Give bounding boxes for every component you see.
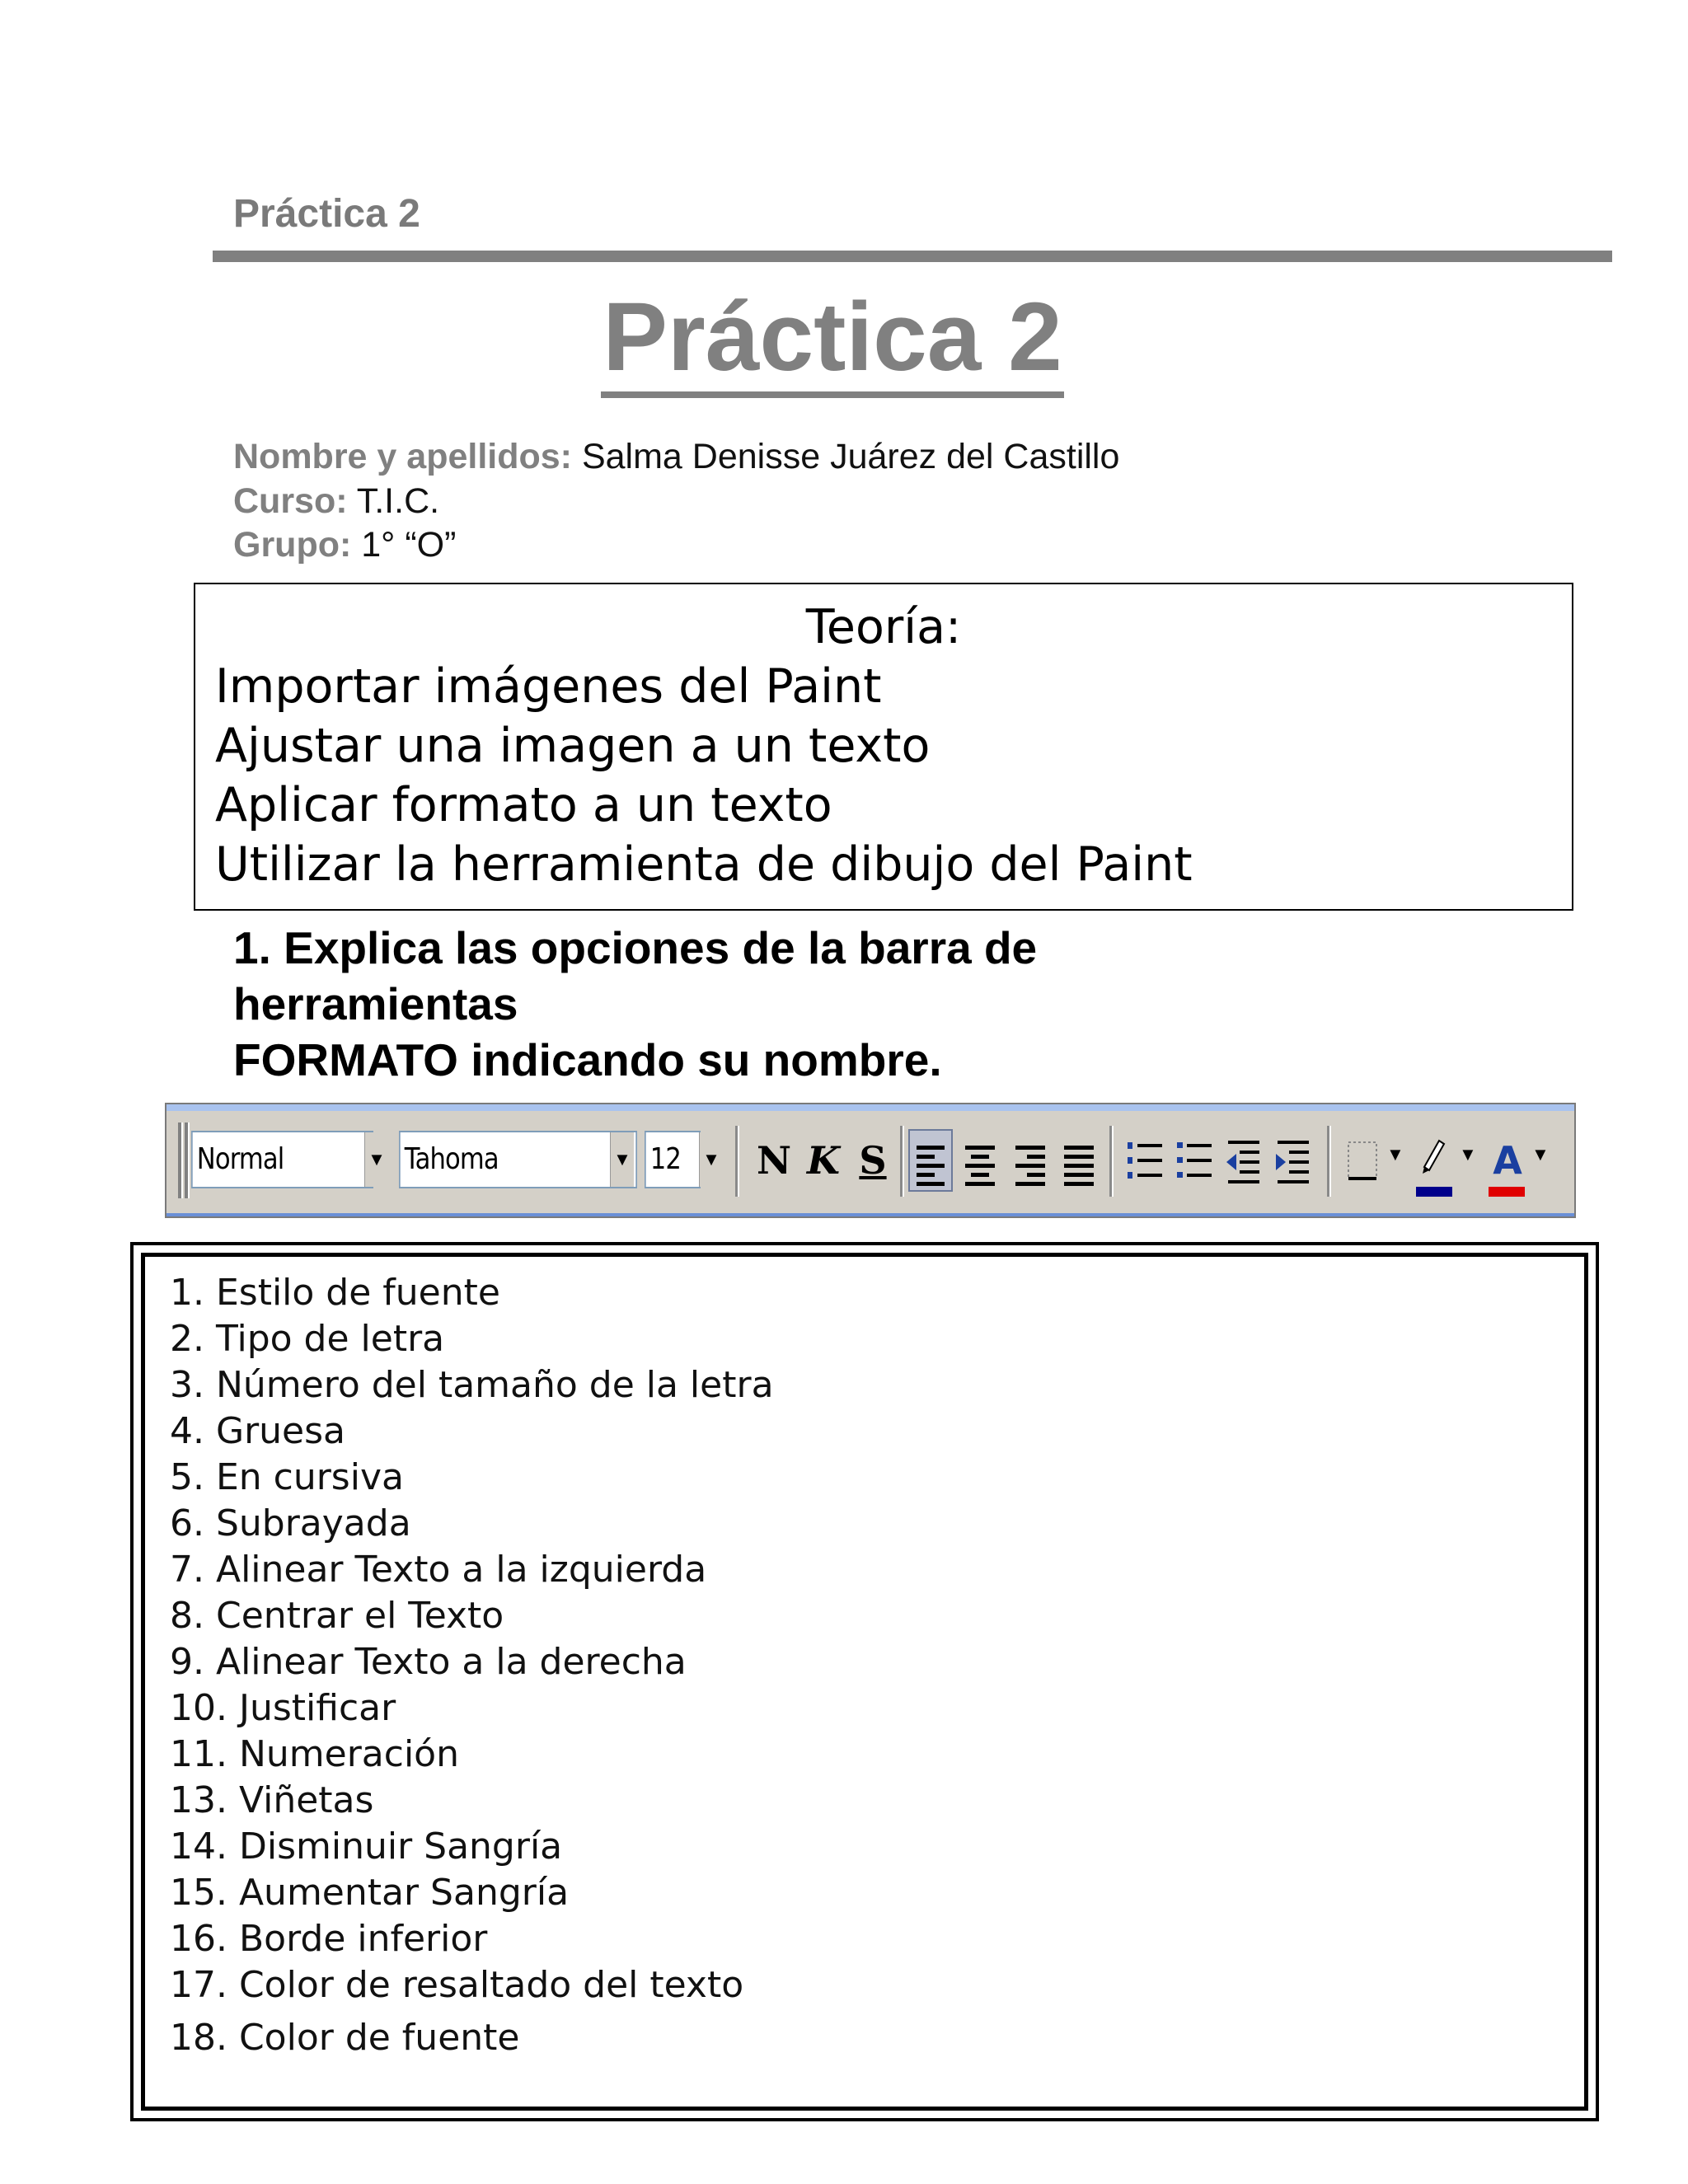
underline-button[interactable]: S: [859, 1138, 887, 1183]
chevron-down-icon[interactable]: ▼: [610, 1132, 634, 1187]
theory-box: [194, 583, 1573, 911]
increase-indent-icon[interactable]: [1271, 1129, 1315, 1192]
student-group-line: [233, 523, 456, 567]
theory-item: Importar imágenes del Paint: [215, 659, 882, 714]
student-course-line: [233, 479, 439, 523]
toolbar-separator: [900, 1126, 903, 1197]
question-line: 1. Explica las opciones de la barra de: [233, 922, 1038, 973]
list-item: 18. Color de fuente: [170, 2017, 520, 2059]
list-item: 6. Subrayada: [170, 1502, 411, 1544]
font-color-button[interactable]: A: [1493, 1138, 1522, 1183]
list-item: 9. Alinear Texto a la derecha: [170, 1641, 687, 1683]
toolbar-grip[interactable]: [185, 1122, 188, 1198]
align-left-button[interactable]: [908, 1129, 953, 1192]
highlight-pen-icon[interactable]: [1411, 1129, 1456, 1192]
question-line: FORMATO indicando su nombre.: [233, 1034, 942, 1085]
align-center-button[interactable]: [958, 1129, 1002, 1203]
name-label: Nombre y apellidos:: [233, 437, 572, 476]
italic-button[interactable]: K: [807, 1138, 840, 1183]
list-item: 10. Justificar: [170, 1687, 396, 1729]
font-color-swatch: [1489, 1187, 1525, 1197]
list-item: 14. Disminuir Sangría: [170, 1825, 563, 1868]
list-item: 17. Color de resaltado del texto: [170, 1964, 744, 2006]
list-item: 7. Alinear Texto a la izquierda: [170, 1549, 707, 1591]
list-item: 11. Numeración: [170, 1733, 459, 1775]
page-title-text: Práctica 2: [601, 283, 1064, 398]
list-item: 16. Borde inferior: [170, 1918, 488, 1960]
border-icon[interactable]: [1340, 1129, 1385, 1192]
group-label: Grupo:: [233, 525, 352, 565]
align-right-button[interactable]: [1007, 1129, 1052, 1203]
chevron-down-icon[interactable]: ▼: [364, 1132, 388, 1187]
list-item: 5. En cursiva: [170, 1456, 404, 1498]
bold-button[interactable]: N: [756, 1138, 792, 1183]
course-value: T.I.C.: [356, 481, 440, 521]
toolbar-grip[interactable]: [178, 1122, 181, 1198]
chevron-down-icon[interactable]: ▼: [1459, 1144, 1477, 1165]
toolbar-separator: [735, 1126, 738, 1197]
theory-heading: Teoría:: [805, 600, 962, 654]
theory-item: Ajustar una imagen a un texto: [215, 719, 931, 773]
numbering-icon[interactable]: [1123, 1129, 1167, 1192]
list-item: 2. Tipo de letra: [170, 1318, 445, 1360]
list-item: 3. Número del tamaño de la letra: [170, 1364, 774, 1406]
chevron-down-icon[interactable]: ▼: [1386, 1144, 1404, 1165]
theory-item: Aplicar formato a un texto: [215, 778, 832, 832]
group-value: 1° “O”: [361, 525, 457, 565]
highlight-color-swatch: [1416, 1187, 1452, 1197]
bullets-icon[interactable]: [1172, 1129, 1217, 1192]
justify-button[interactable]: [1057, 1129, 1101, 1203]
list-item: 1. Estilo de fuente: [170, 1272, 500, 1314]
list-item: 8. Centrar el Texto: [170, 1595, 504, 1637]
toolbar-separator: [1109, 1126, 1112, 1197]
list-item: 15. Aumentar Sangría: [170, 1872, 570, 1914]
format-toolbar: [165, 1103, 1576, 1218]
style-combo[interactable]: Normal: [191, 1131, 373, 1188]
course-label: Curso:: [233, 481, 348, 521]
list-item: 4. Gruesa: [170, 1410, 345, 1452]
font-combo[interactable]: Tahoma: [399, 1131, 637, 1188]
header-divider: [213, 251, 1612, 262]
toolbar-separator: [1327, 1126, 1329, 1197]
chevron-down-icon[interactable]: ▼: [699, 1132, 723, 1187]
theory-item: Utilizar la herramienta de dibujo del Paint: [215, 837, 1193, 892]
decrease-indent-icon[interactable]: [1221, 1129, 1266, 1192]
size-combo[interactable]: 12: [645, 1131, 701, 1188]
list-item: 13. Viñetas: [170, 1779, 374, 1821]
answers-list: [141, 1253, 1588, 2111]
name-value: Salma Denisse Juárez del Castillo: [581, 437, 1120, 476]
question-line: herramientas: [233, 978, 518, 1029]
question-heading: [233, 920, 1470, 1088]
page-title: [495, 284, 1170, 391]
chevron-down-icon[interactable]: ▼: [1531, 1144, 1550, 1165]
header-title: Práctica 2: [233, 192, 420, 236]
student-name-line: [233, 434, 1119, 479]
